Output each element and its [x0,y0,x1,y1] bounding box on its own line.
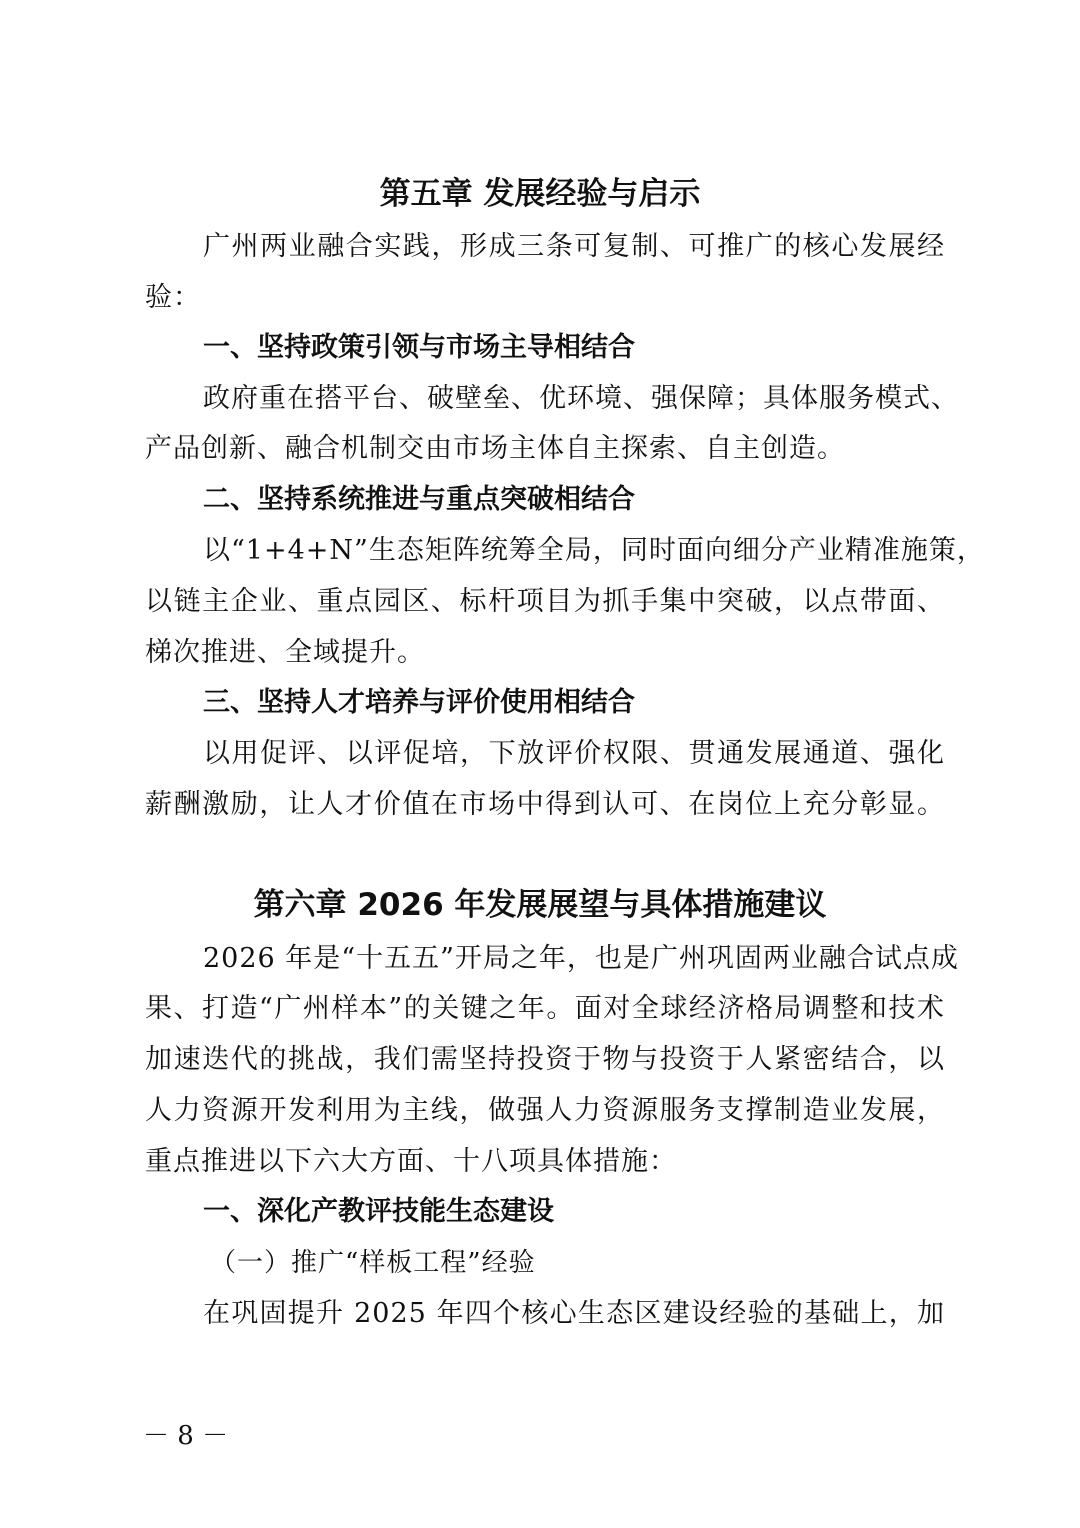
chapter-5-section-2-heading: 二、坚持系统推进与重点突破相结合 [203,484,635,515]
chapter-5-section-1-line-2: 产品创新、融合机制交由市场主体自主探索、自主创造。 [145,433,845,464]
chapter-6-section-1-heading: 一、深化产教评技能生态建设 [203,1196,554,1227]
chapter-5-intro-line-1: 广州两业融合实践，形成三条可复制、可推广的核心发展经 [203,231,945,262]
chapter-6-subsection-1-heading: （一）推广“样板工程”经验 [210,1248,536,1278]
chapter-5-section-2-line-1: 以“1+4+N”生态矩阵统筹全局，同时面向细分产业精准施策， [203,535,985,566]
chapter-6-intro-line-3: 加速迭代的挑战，我们需坚持投资于物与投资于人紧密结合，以 [145,1044,945,1075]
page-number: － 8 － [143,1421,229,1451]
chapter-6-intro-line-1: 2026 年是“十五五”开局之年，也是广州巩固两业融合试点成 [203,943,959,974]
chapter-5-intro-line-2: 验： [145,282,201,313]
chapter-5-section-2-line-3: 梯次推进、全域提升。 [145,637,425,668]
chapter-5-section-1-heading: 一、坚持政策引领与市场主导相结合 [203,332,635,363]
chapter-5-section-3-line-1: 以用促评、以评促培，下放评价权限、贯通发展通道、强化 [203,738,945,769]
chapter-5-section-3-line-2: 薪酬激励，让人才价值在市场中得到认可、在岗位上充分彰显。 [145,789,945,820]
chapter-6-intro-line-4: 人力资源开发利用为主线，做强人力资源服务支撑制造业发展， [145,1095,945,1126]
chapter-6-intro-line-5: 重点推进以下六大方面、十八项具体措施： [145,1146,677,1177]
chapter-5-title: 第五章 发展经验与启示 [379,176,701,212]
chapter-5-section-3-heading: 三、坚持人才培养与评价使用相结合 [203,687,635,718]
chapter-5-section-1-line-1: 政府重在搭平台、破壁垒、优环境、强保障；具体服务模式、 [203,383,959,414]
chapter-6-title: 第六章 2026 年发展展望与具体措施建议 [253,887,827,923]
chapter-6-intro-line-2: 果、打造“广州样本”的关键之年。面对全球经济格局调整和技术 [145,993,945,1024]
chapter-5-section-2-line-2: 以链主企业、重点园区、标杆项目为抓手集中突破，以点带面、 [145,586,945,617]
chapter-6-body-last-line: 在巩固提升 2025 年四个核心生态区建设经验的基础上，加 [203,1298,945,1329]
